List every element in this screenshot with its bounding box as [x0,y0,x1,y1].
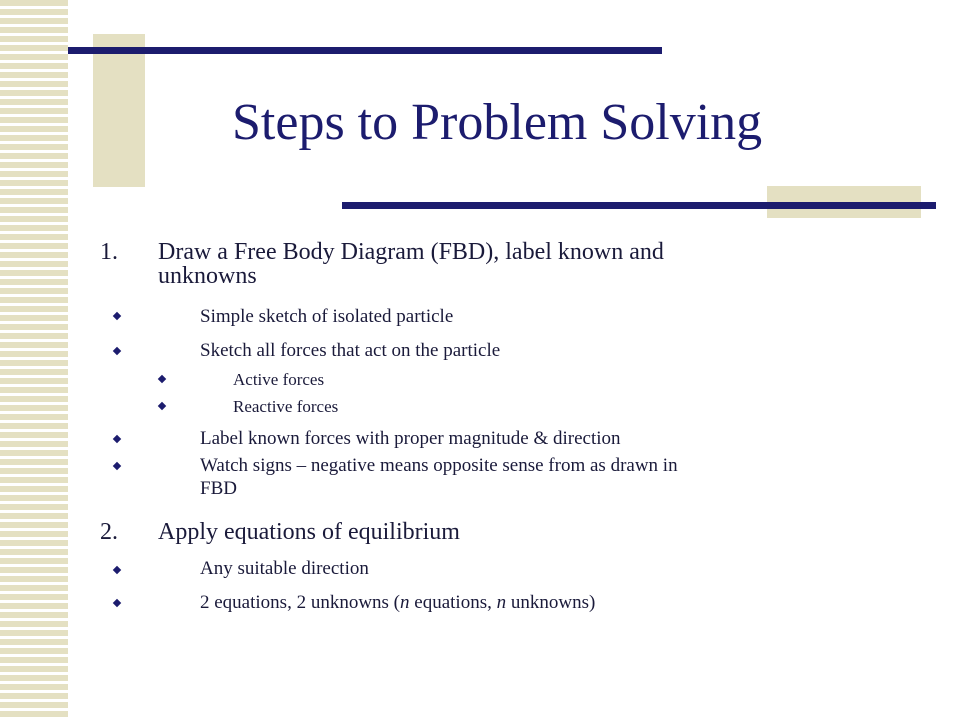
item-1-text-line2: unknowns [158,263,257,289]
stripe-edge [68,0,69,720]
bullet-two-equations: 2 equations, 2 unknowns (n equations, n unknowns) [200,592,596,613]
bullet-any-direction: Any suitable direction [200,558,369,579]
bullet-watch-signs-line2: FBD [200,478,237,499]
subbullet-reactive-forces: Reactive forces [233,397,339,416]
diamond-bullet-icon [158,402,167,411]
item-1-number: 1. [100,239,118,265]
bullet-sketch-particle: Simple sketch of isolated particle [200,306,454,327]
diamond-bullet-icon [158,375,167,384]
subbullet-active-forces: Active forces [233,370,325,389]
diamond-bullet-icon [113,435,122,444]
item-1-text-line1: Draw a Free Body Diagram (FBD), label known and [158,239,664,265]
diamond-bullet-icon [113,462,122,471]
diamond-bullet-icon [113,312,122,321]
diamond-bullet-icon [113,347,122,356]
bullet-sketch-forces: Sketch all forces that act on the particle [200,340,501,361]
left-stripe-decoration [0,0,68,720]
top-rule [68,47,662,54]
item-2-text: Apply equations of equilibrium [158,519,460,545]
diamond-bullet-icon [113,566,122,575]
bullet-watch-signs-line1: Watch signs – negative means opposite sense from as drawn in [200,455,678,476]
bullet-label-known-forces: Label known forces with proper magnitude & direction [200,428,621,449]
slide-title: Steps to Problem Solving [232,94,763,151]
title-accent-block [93,34,145,187]
middle-rule [342,202,936,209]
diamond-bullet-icon [113,599,122,608]
item-2-number: 2. [100,519,118,545]
